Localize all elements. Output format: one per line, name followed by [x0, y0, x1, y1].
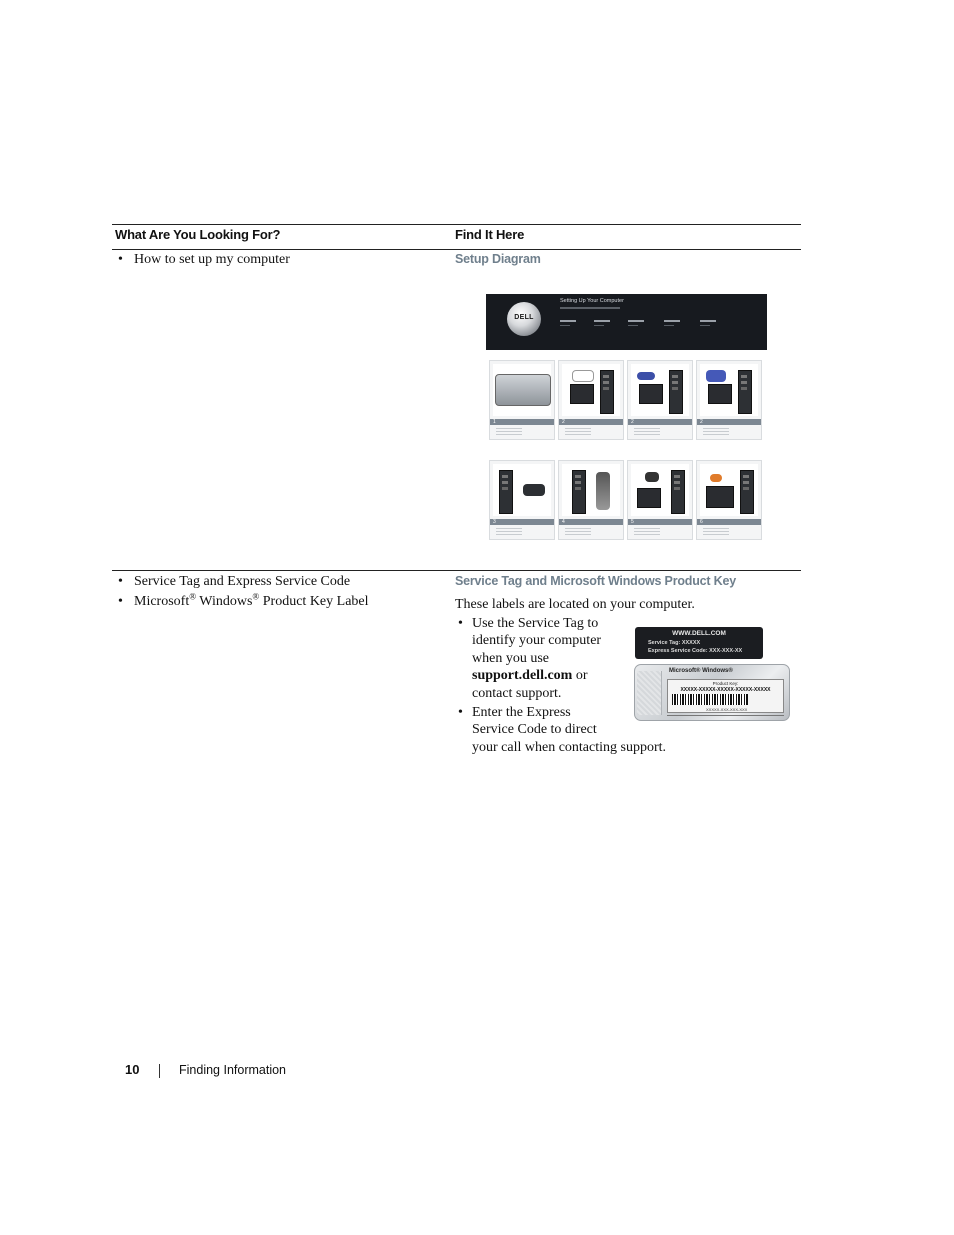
warning-icon	[700, 320, 716, 322]
coa-strip	[637, 671, 662, 715]
bullet2-line2: Service Code to direct	[472, 722, 597, 738]
diagram-step-panel: 1	[489, 360, 555, 440]
diagram-banner-subline	[560, 307, 620, 309]
labels-location-text: These labels are located on your computer.	[455, 597, 695, 612]
warning-icon	[594, 320, 610, 322]
service-tag-label-image	[635, 627, 763, 659]
setup-diagram-image	[486, 294, 767, 544]
column-header-question: What Are You Looking For?	[115, 227, 281, 242]
diagram-step-panel: 2	[696, 360, 762, 440]
product-key-number: XXXXX-XXX-XXX-XXX	[706, 707, 748, 712]
row1-item-setup: • How to set up my computer	[118, 252, 290, 267]
microsoft-word: Microsoft	[134, 594, 190, 609]
bullet1-or: or	[572, 668, 588, 684]
product-label-brand: Microsoft® Windows®	[669, 668, 733, 674]
warning-icon	[664, 320, 680, 322]
diagram-step-panel: 4	[558, 460, 624, 540]
product-key-value: XXXXX-XXXXX-XXXXX-XXXXX-XXXXX	[680, 687, 771, 693]
diagram-banner-title: Setting Up Your Computer	[560, 298, 624, 304]
diagram-step-panel: 5	[627, 460, 693, 540]
express-code-usage-bullet: • Enter the Express Service Code to direct your call when contacting support.	[458, 705, 667, 755]
support-site-link[interactable]: support.dell.com	[472, 668, 573, 684]
bullet1-line3: when you use	[472, 650, 549, 666]
row2-item-service-tag: • Service Tag and Express Service Code	[118, 574, 351, 589]
product-key-box	[667, 679, 784, 713]
product-key-title: Product Key:	[712, 681, 739, 686]
page-number: 10	[125, 1062, 140, 1077]
setup-diagram-title: Setup Diagram	[455, 252, 541, 266]
footer-section-title: Finding Information	[179, 1063, 287, 1077]
bullet2-line1: Enter the Express	[472, 705, 571, 720]
diagram-step-panel: 2	[558, 360, 624, 440]
table-top-rule	[112, 224, 801, 225]
service-label-code: Express Service Code: XXX-XXX-XX	[648, 648, 743, 654]
product-key-label-image	[634, 664, 790, 721]
barcode-icon	[672, 694, 748, 705]
registered-mark: ®	[252, 591, 260, 602]
warning-icon	[560, 320, 576, 322]
diagram-banner	[486, 294, 767, 350]
registered-mark: ®	[189, 591, 197, 602]
label-fine-print	[667, 715, 784, 716]
windows-word: Windows	[196, 594, 253, 609]
row1-item-text: How to set up my computer	[134, 252, 290, 267]
warning-icon	[628, 320, 644, 322]
bullet1-line2: identify your computer	[472, 633, 602, 649]
footer-separator	[159, 1064, 160, 1078]
service-label-tag: Service Tag: XXXXX	[648, 640, 701, 646]
bullet2-line3: your call when contacting support.	[472, 739, 667, 755]
product-key-label-word: Product Key Label	[259, 594, 369, 609]
bullet1-line1: Use the Service Tag to	[472, 616, 599, 631]
dell-logo-icon: DELL	[507, 302, 541, 336]
row-divider-rule	[112, 570, 801, 571]
column-header-answer: Find It Here	[455, 227, 525, 242]
diagram-step-panel: 6	[696, 460, 762, 540]
diagram-step-panel: 2	[627, 360, 693, 440]
row2-item-text: Service Tag and Express Service Code	[134, 574, 351, 589]
service-label-site: WWW.DELL.COM	[672, 630, 726, 637]
diagram-step-panel: 3	[489, 460, 555, 540]
service-tag-usage-bullet: • Use the Service Tag to identify your computer when you use support.dell.com or contact support.	[458, 616, 602, 701]
bullet1-line5: contact support.	[472, 685, 562, 701]
row2-item-product-key: • Microsoft® Windows® Product Key Label	[118, 591, 369, 609]
service-tag-section-title: Service Tag and Microsoft Windows Product Key	[455, 574, 736, 588]
